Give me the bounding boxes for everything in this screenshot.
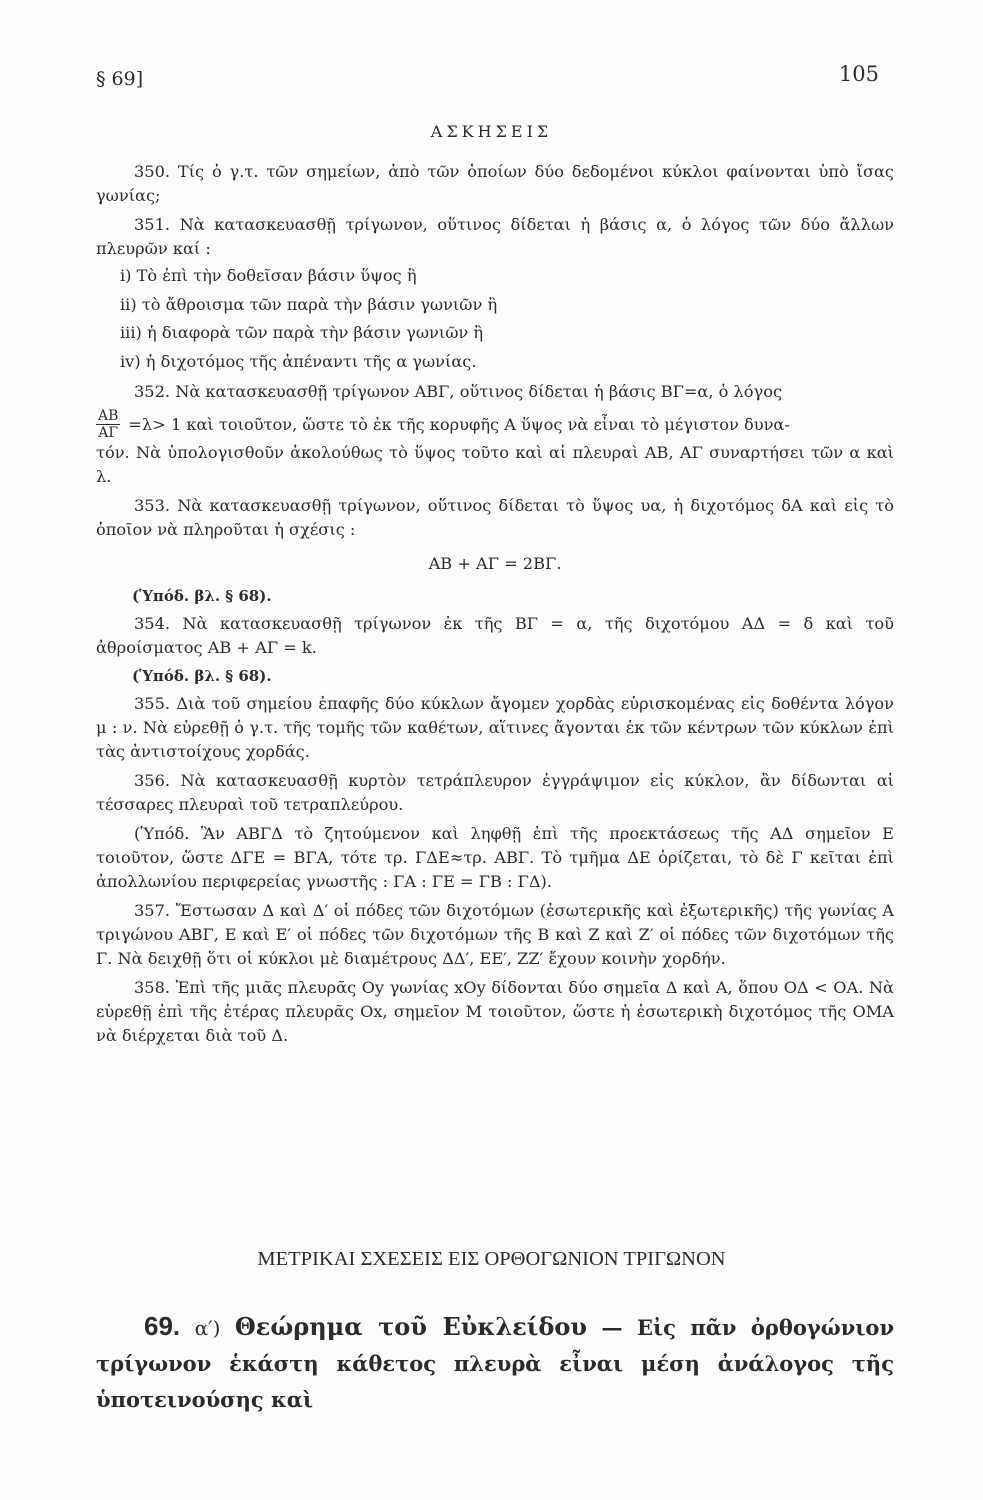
- exercise-351-item-4: iv) ἡ διχοτόμος τῆς ἀπέναντι τῆς α γωνίας.: [120, 351, 477, 371]
- exercise-357: 357. Ἔστωσαν Δ καὶ Δ′ οἱ πόδες τῶν διχοτόμων (ἐσωτερικῆς καὶ ἐξωτερικῆς) τῆς γωνίας Α τριγώνου ΑΒΓ, Ε καὶ Ε′ οἱ πόδες τῶν διχοτόμων τῆς Β καὶ Ζ καὶ Ζ′ οἱ πόδες τῶν διχοτόμων τῆς Γ. Νὰ δειχθῇ ὅτι οἱ κύκλοι μὲ διαμέτρους ΔΔ′, ΕΕ′, ΖΖ′ ἔχουν κοινὴν χορδήν.: [96, 901, 894, 968]
- exercise-352-line-2: =λ> 1 καὶ τοιοῦτον, ὥστε τὸ ἐκ τῆς κορυφῆς Α ὕψος νὰ εἶναι τὸ μέγιστον δυνα-: [128, 414, 790, 434]
- theorem-part: α′): [194, 1316, 221, 1340]
- ratio-fraction: [96, 408, 120, 441]
- exercise-353-hint: (Ὑπόδ. βλ. § 68).: [132, 587, 272, 605]
- exercise-351-item-1: i) Τὸ ἐπὶ τὴν δοθεῖσαν βάσιν ὕψος ἢ: [120, 266, 417, 285]
- page-header: [96, 62, 879, 90]
- page-number: 105: [838, 62, 879, 86]
- exercise-354: 354. Νὰ κατασκευασθῇ τρίγωνον ἐκ τῆς ΒΓ = α, τῆς διχοτόμου ΑΔ = δ καὶ τοῦ ἀθροίσματος ΑΒ + ΑΓ = k.: [96, 614, 894, 657]
- exercise-351-item-3: iii) ἡ διαφορὰ τῶν παρὰ τὴν βάσιν γωνιῶν ἢ: [120, 323, 484, 342]
- exercise-352-line-3: τόν. Νὰ ὑπολογισθοῦν ἀκολούθως τὸ ὕψος τοῦτο καὶ αἱ πλευραὶ ΑΒ, ΑΓ συναρτήσει τῶν α καὶ λ.: [96, 443, 894, 486]
- exercise-351: 351. Νὰ κατασκευασθῇ τρίγωνον, οὕτινος δίδεται ἡ βάσις α, ὁ λόγος τῶν δύο ἄλλων πλευρῶν καί :: [96, 215, 894, 258]
- exercise-354-hint: (Ὑπόδ. βλ. § 68).: [132, 667, 272, 685]
- exercise-353: 353. Νὰ κατασκευασθῇ τρίγωνον, οὕτινος δίδεται τὸ ὕψος υα, ἡ διχοτόμος δΑ καὶ εἰς τὸ ὁποῖον νὰ πληροῦται ἡ σχέσις :: [96, 496, 894, 539]
- theorem-number: 69.: [144, 1311, 181, 1341]
- exercise-355: 355. Διὰ τοῦ σημείου ἐπαφῆς δύο κύκλων ἄγομεν χορδὰς εὑρισκομένας εἰς δοθέντα λόγον μ : ν. Νὰ εὑρεθῇ ὁ γ.τ. τῆς τομῆς τῶν καθέτων, αἵτινες ἄγονται ἐκ τῶν κέντρων τῶν κύκλων ἐπὶ τὰς ἀντιστοίχους χορδάς.: [96, 694, 894, 761]
- exercise-350: 350. Τίς ὁ γ.τ. τῶν σημείων, ἀπὸ τῶν ὁποίων δύο δεδομένοι κύκλοι φαίνονται ὑπὸ ἴσας γωνίας;: [96, 162, 894, 205]
- exercise-358: 358. Ἐπὶ τῆς μιᾶς πλευρᾶς Οy γωνίας xOy δίδονται δύο σημεῖα Δ καὶ Α, ὅπου ΟΔ < ΟΑ. Νὰ εὑρεθῇ ἐπὶ τῆς ἑτέρας πλευρᾶς Ox, σημεῖον Μ τοιοῦτον, ὥστε ἡ ἐσωτερικὴ διχοτόμος τῆς ΟΜΑ νὰ διέρχεται διὰ τοῦ Δ.: [96, 978, 894, 1045]
- exercise-356-hint: (Ὑπόδ. Ἂν ΑΒΓΔ τὸ ζητούμενον καὶ ληφθῇ ἐπὶ τῆς προεκτάσεως τῆς ΑΔ σημεῖον Ε τοιοῦτον, ὥστε ΔΓΕ = ΒΓΑ, τότε τρ. ΓΔΕ≈τρ. ΑΒΓ. Τὸ τμῆμα ΔΕ ὁρίζεται, τὸ δὲ Γ κεῖται ἐπὶ ἀπολλωνίου περιφερείας γνωστῆς : ΓΑ : ΓΕ = ΓΒ : ΓΔ).: [96, 824, 894, 891]
- theorem-block: [96, 1308, 894, 1418]
- theorem-text: — Εἰς πᾶν ὀρθογώνιον τρίγωνον ἑκάστη κάθετος πλευρὰ εἶναι μέση ἀνάλογος τῆς ὑποτεινούσης καὶ: [96, 1315, 895, 1412]
- chapter-title: ΜΕΤΡΙΚΑΙ ΣΧΕΣΕΙΣ ΕΙΣ ΟΡΘΟΓΩΝΙΟΝ ΤΡΙΓΩΝΟΝ: [257, 1248, 726, 1270]
- exercise-352-ratio-line: [96, 408, 894, 441]
- exercise-351-item-2: ii) τὸ ἄθροισμα τῶν παρὰ τὴν βάσιν γωνιῶν ἢ: [120, 294, 498, 314]
- fraction-denominator: ΑΓ: [98, 425, 119, 441]
- exercises-block: [96, 160, 894, 1048]
- section-reference: § 69]: [96, 68, 144, 90]
- fraction-numerator: ΑΒ: [98, 408, 119, 424]
- section-title: ΑΣΚΗΣΕΙΣ: [430, 122, 553, 141]
- exercise-353-formula: ΑΒ + ΑΓ = 2ΒΓ.: [428, 554, 562, 573]
- theorem-paragraph: [96, 1308, 894, 1418]
- exercise-352-line-1: 352. Νὰ κατασκευασθῇ τρίγωνον ΑΒΓ, οὕτινος δίδεται ἡ βάσις ΒΓ=α, ὁ λόγος: [134, 382, 783, 401]
- exercise-356: 356. Νὰ κατασκευασθῇ κυρτὸν τετράπλευρον ἐγγράψιμον εἰς κύκλον, ἂν δίδωνται αἱ τέσσαρες πλευραὶ τοῦ τετραπλεύρου.: [96, 771, 894, 814]
- theorem-name: Θεώρημα τοῦ Εὐκλείδου: [234, 1312, 588, 1341]
